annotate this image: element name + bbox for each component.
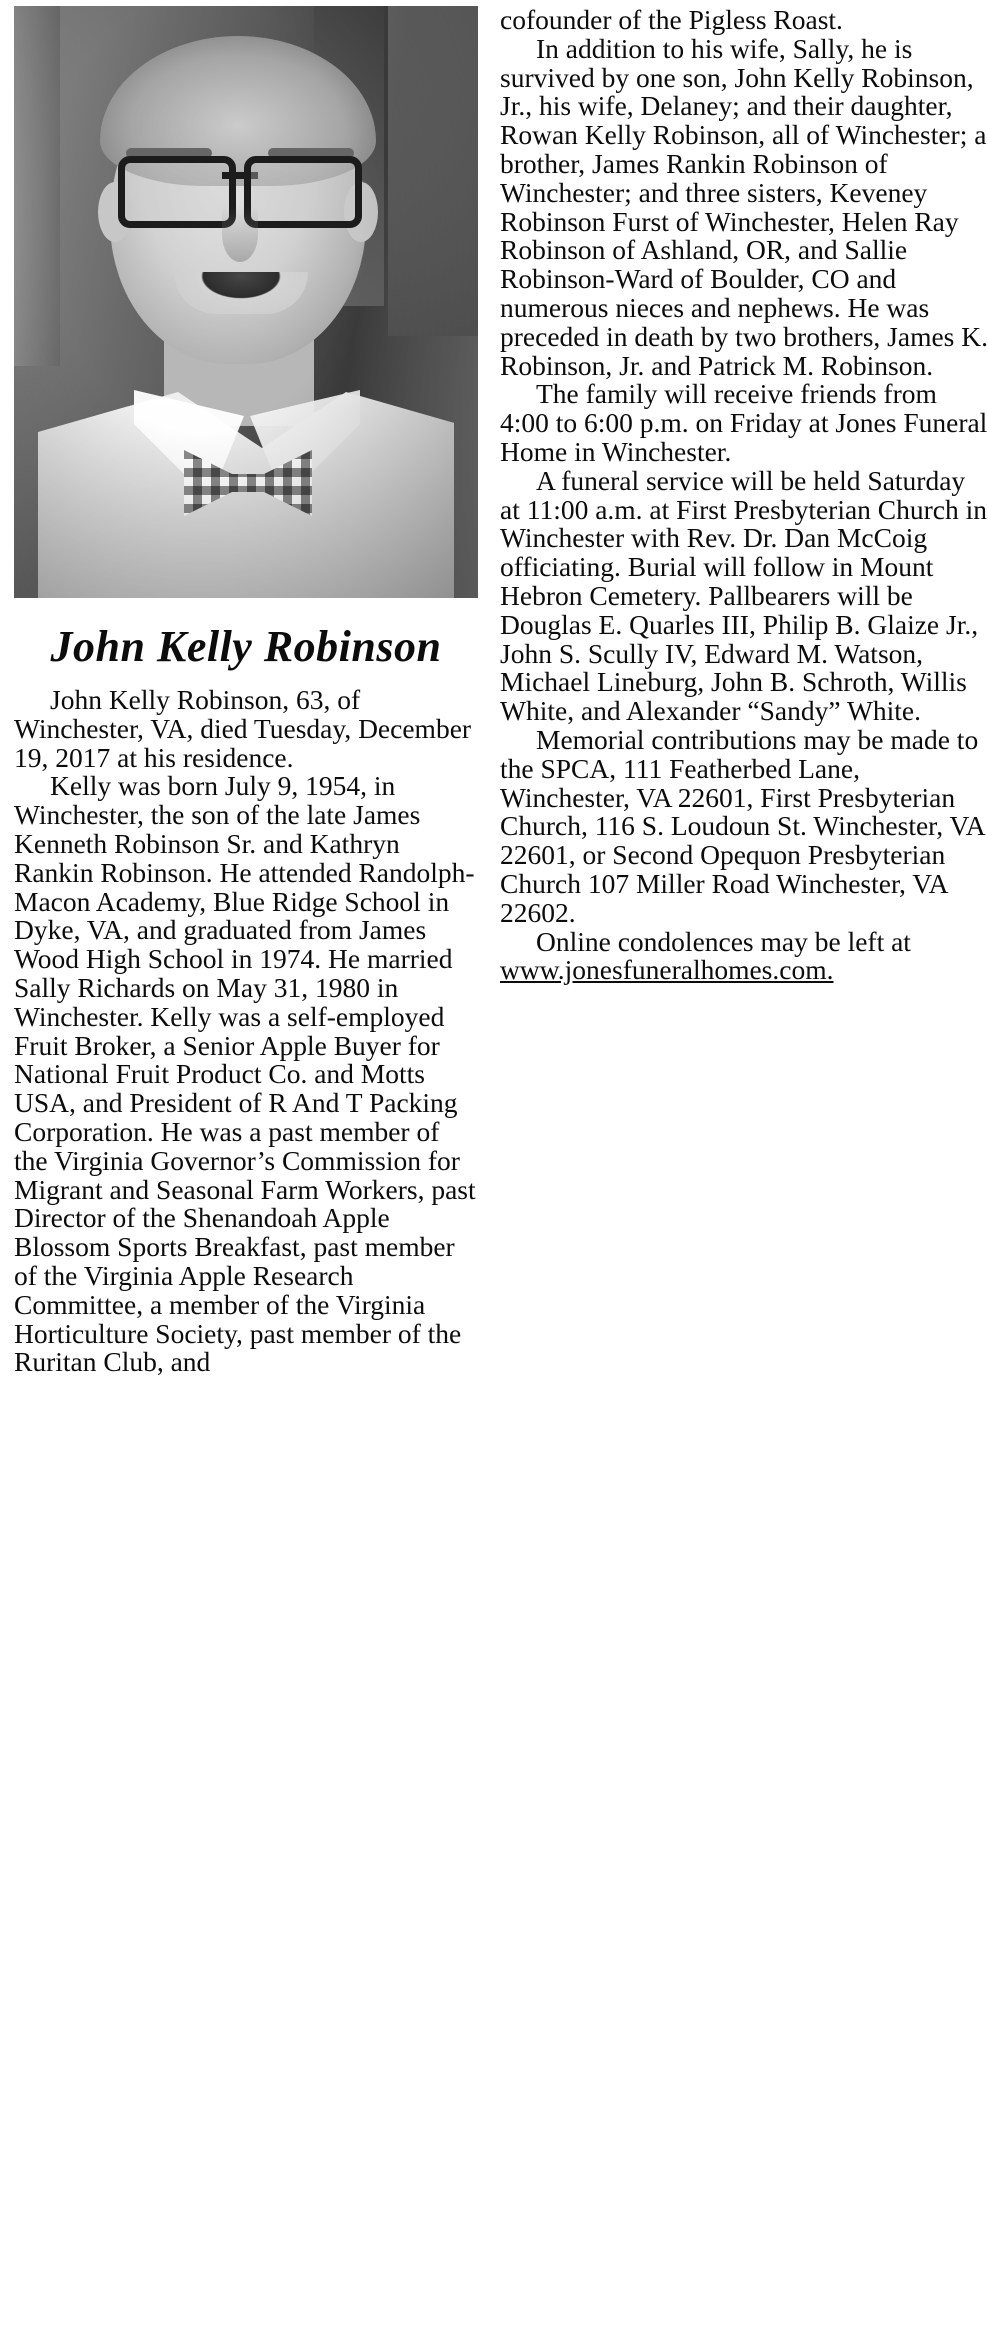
deceased-name: John Kelly Robinson <box>50 622 442 671</box>
left-column-body <box>14 686 478 1377</box>
left-column <box>14 6 492 2325</box>
paragraph: Kelly was born July 9, 1954, in Winchester, the son of the late James Kenneth Robinson Sr. and Kathryn Rankin Robinson. He attended Randolph-Macon Academy, Blue Ridge School in Dyke, VA, and graduated from James Wood High School in 1974. He married Sally Richards on May 31, 1980 in Winchester. Kelly was a self-employed Fruit Broker, a Senior Apple Buyer for National Fruit Product Co. and Motts USA, and President of R And T Packing Corporation. He was a past member of the Virginia Governor’s Commission for Migrant and Seasonal Farm Workers, past Director of the Shenandoah Apple Blossom Sports Breakfast, past member of the Virginia Apple Research Committee, a member of the Virginia Horticulture Society, past member of the Ruritan Club, and <box>14 770 476 1378</box>
right-column-body <box>500 6 988 985</box>
right-column <box>492 6 988 2325</box>
paragraph: A funeral service will be held Saturday at 11:00 a.m. at First Presbyterian Church in Winchester with Rev. Dr. Dan McCoig officiating. Burial will follow in Mount Hebron Cemetery. Pallbearers will be Douglas E. Quarles III, Philip B. Glaize Jr., John S. Scully IV, Edward M. Watson, Michael Lineburg, John B. Schroth, Willis White, and Alexander “Sandy” White. <box>500 464 988 727</box>
online-condolences-text: Online condolences may be left at <box>536 925 911 957</box>
funeral-home-website-link[interactable]: www.jonesfuneralhomes.com. <box>500 954 834 986</box>
paragraph: Memorial contributions may be made to the SPCA, 111 Featherbed Lane, Winchester, VA 22601, First Presbyterian Church, 116 S. Loudoun St. Winchester, VA 22601, or Second Opequon Presbyterian Church 107 Miller Road Winchester, VA 22602. <box>500 723 985 928</box>
portrait-photo <box>14 6 478 598</box>
paragraph: cofounder of the Pigless Roast. <box>500 4 843 35</box>
online-condolences-paragraph <box>500 925 988 986</box>
paragraph: John Kelly Robinson, 63, of Winchester, VA, died Tuesday, December 19, 2017 at his residence. <box>14 684 472 773</box>
paragraph: In addition to his wife, Sally, he is survived by one son, John Kelly Robinson, Jr., his wife, Delaney; and their daughter, Rowan Kelly Robinson, all of Winchester; a brother, James Rankin Robinson of Winchester; and three sisters, Keveney Robinson Furst of Winchester, Helen Ray Robinson of Ashland, OR, and Sallie Robinson-Ward of Boulder, CO and numerous nieces and nephews. He was preceded in death by two brothers, James K. Robinson, Jr. and Patrick M. Robinson. <box>500 32 988 381</box>
photo-vignette <box>14 6 478 598</box>
paragraph: The family will receive friends from 4:00 to 6:00 p.m. on Friday at Jones Funeral Home in Winchester. <box>500 378 988 467</box>
